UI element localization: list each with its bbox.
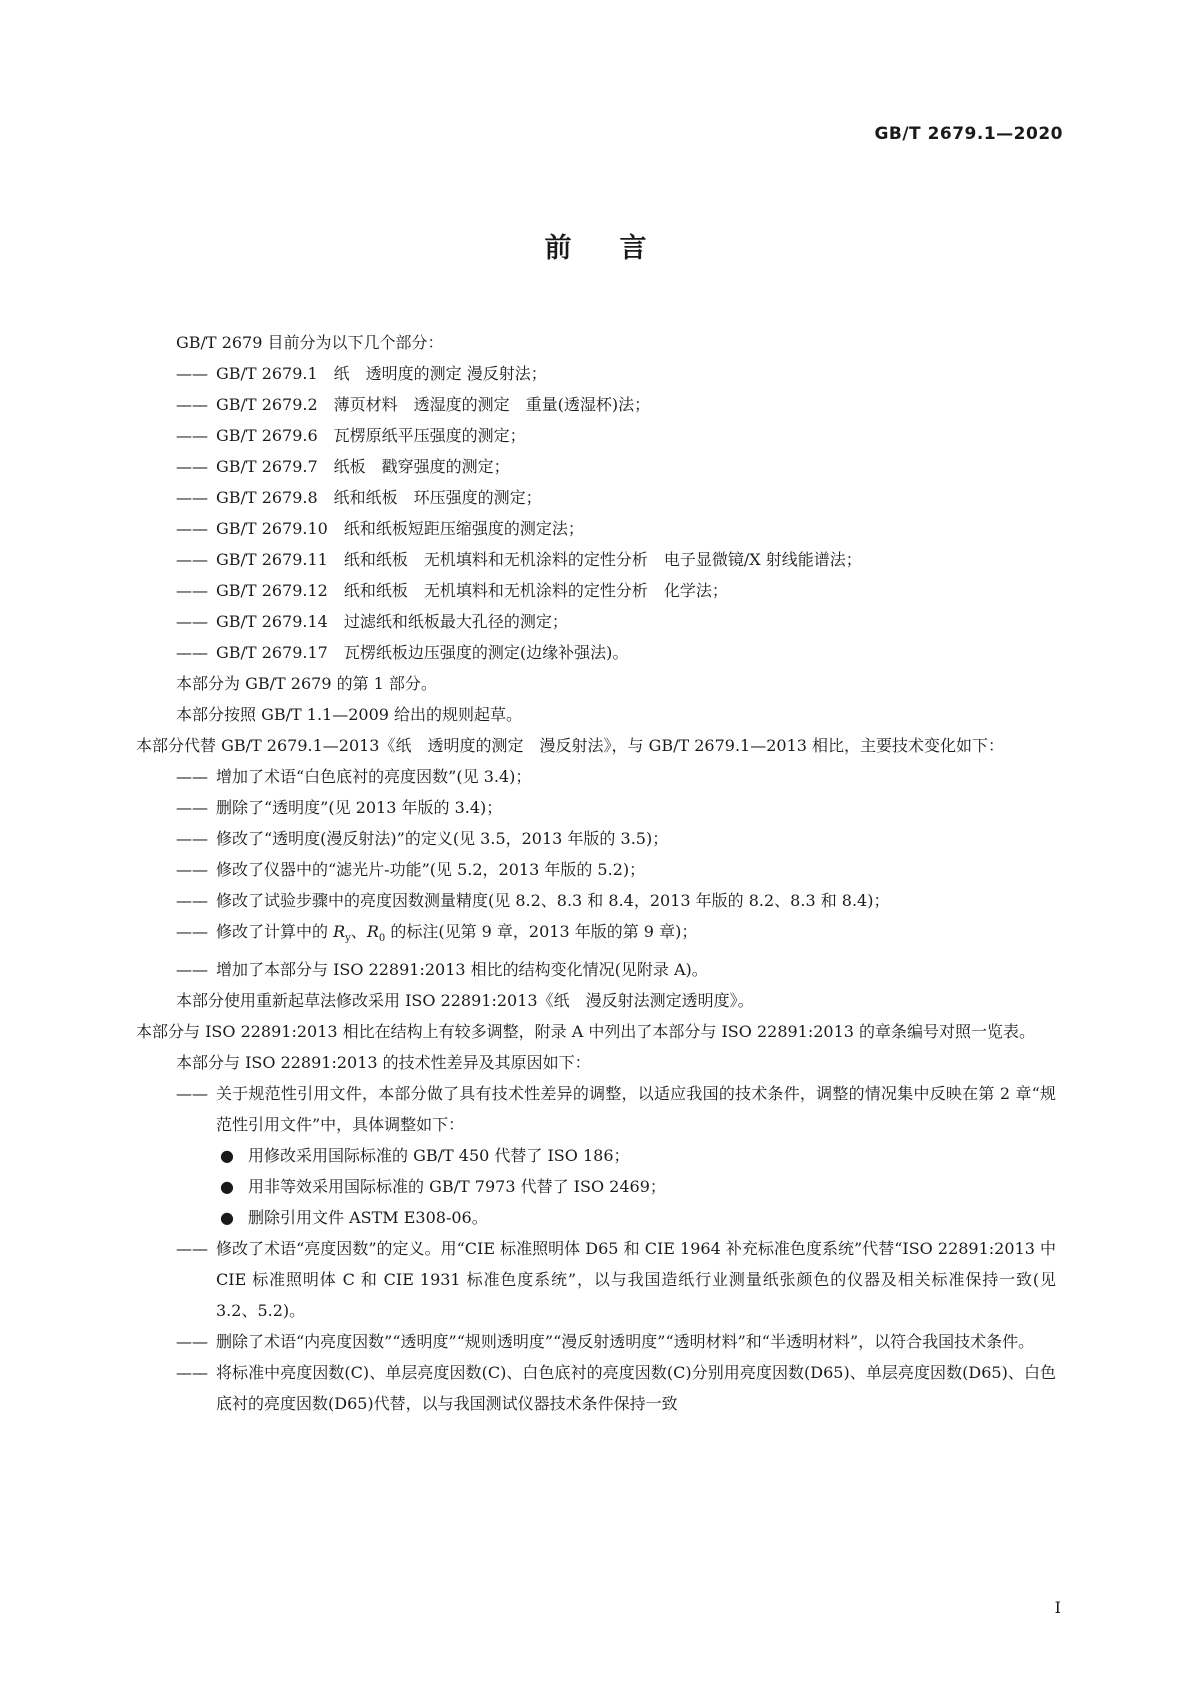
dash-marker: —— [176, 488, 208, 507]
list-item-text: 增加了术语“白色底衬的亮度因数”(见 3.4)； [216, 767, 532, 786]
list-item [136, 637, 1056, 668]
list-item [136, 482, 1056, 513]
replace-paragraph: 本部分代替 GB/T 2679.1—2013《纸 透明度的测定 漫反射法》，与 GB/T 2679.1—2013 相比，主要技术变化如下： [136, 736, 1005, 755]
standard-code: GB/T 2679.1—2020 [874, 124, 1063, 144]
list-item [136, 1078, 1056, 1140]
dash-marker: —— [176, 550, 208, 569]
list-item-text: GB/T 2679.10 纸和纸板短距压缩强度的测定法； [216, 519, 584, 538]
text-run: 、 [350, 922, 367, 941]
list-item-text: 增加了本部分与 ISO 22891:2013 相比的结构变化情况(见附录 A)。 [216, 960, 708, 980]
list-item [136, 1357, 1056, 1419]
dash-marker: —— [176, 1239, 208, 1259]
dash-marker: —— [176, 1363, 208, 1383]
list-item [136, 358, 1056, 389]
list-item [136, 854, 1056, 885]
dash-marker: —— [176, 1084, 208, 1104]
changes-list [136, 761, 1056, 985]
list-item-text: GB/T 2679.11 纸和纸板 无机填料和无机涂料的定性分析 电子显微镜/X 射线能谱法； [216, 550, 862, 569]
list-item-text [216, 916, 1056, 954]
structure-paragraph: 本部分与 ISO 22891:2013 相比在结构上有较多调整，附录 A 中列出了本部分与 ISO 22891:2013 的章条编号对照一览表。 [136, 1022, 1036, 1042]
list-item-text: GB/T 2679.14 过滤纸和纸板最大孔径的测定； [216, 612, 568, 631]
diff-paragraph: 本部分与 ISO 22891:2013 的技术性差异及其原因如下： [176, 1053, 591, 1073]
bullet-item [136, 1171, 1056, 1202]
list-item-text: GB/T 2679.12 纸和纸板 无机填料和无机涂料的定性分析 化学法； [216, 581, 728, 600]
list-item-text: GB/T 2679.7 纸板 戳穿强度的测定； [216, 457, 510, 476]
dash-marker: —— [176, 581, 208, 600]
bullet-text: 删除引用文件 ASTM E308-06。 [248, 1208, 488, 1228]
list-item [136, 792, 1056, 823]
dash-marker: —— [176, 922, 208, 941]
list-item [136, 916, 1056, 954]
dash-marker: —— [176, 519, 208, 538]
dash-marker: —— [176, 798, 208, 817]
bullet-item [136, 1202, 1056, 1233]
list-item [136, 575, 1056, 606]
dash-marker: —— [176, 364, 208, 383]
list-item-text: GB/T 2679.1 纸 透明度的测定 漫反射法； [216, 364, 547, 383]
list-item-text: 修改了“透明度(漫反射法)”的定义(见 3.5，2013 年版的 3.5)； [216, 829, 669, 848]
bullet-icon: ● [220, 1146, 234, 1166]
list-item [136, 451, 1056, 482]
list-item-text: GB/T 2679.17 瓦楞纸板边压强度的测定(边缘补强法)。 [216, 643, 629, 662]
bullet-text: 用修改采用国际标准的 GB/T 450 代替了 ISO 186； [248, 1146, 630, 1166]
text-run: 修改了计算中的 [216, 922, 334, 941]
bullet-item [136, 1140, 1056, 1171]
list-item [136, 761, 1056, 792]
dash-marker: —— [176, 457, 208, 476]
dash-marker: —— [176, 643, 208, 662]
bullet-icon: ● [220, 1208, 234, 1228]
foreword-body [136, 327, 1056, 1419]
dash-marker: —— [176, 612, 208, 631]
list-item-text: 修改了术语“亮度因数”的定义。用“CIE 标准照明体 D65 和 CIE 1964 补充标准色度系统”代替“ISO 22891:2013 中 CIE 标准照明体 C 和 CIE 1931 标准色度系统”，以与我国造纸行业测量纸张颜色的仪器及相关标准保持一致(见 3.2、5.2)。 [216, 1239, 1056, 1321]
dash-marker: —— [176, 395, 208, 414]
list-item-text: 修改了仪器中的“滤光片-功能”(见 5.2，2013 年版的 5.2)； [216, 860, 646, 879]
parts-list [136, 358, 1056, 668]
symbol-r: R [366, 922, 379, 941]
diffs-list [136, 1078, 1056, 1419]
part-paragraph: 本部分为 GB/T 2679 的第 1 部分。 [176, 674, 437, 693]
list-item-text: 删除了“透明度”(见 2013 年版的 3.4)； [216, 798, 503, 817]
subscript: y [345, 933, 351, 945]
list-item-text: 将标准中亮度因数(C)、单层亮度因数(C)、白色底衬的亮度因数(C)分别用亮度因数(D65)、单层亮度因数(D65)、白色底衬的亮度因数(D65)代替，以与我国测试仪器技术条件保持一致 [216, 1363, 1056, 1414]
list-item-text: 关于规范性引用文件，本部分做了具有技术性差异的调整，以适应我国的技术条件，调整的情况集中反映在第 2 章“规范性引用文件”中，具体调整如下： [216, 1084, 1056, 1135]
list-item-text: GB/T 2679.8 纸和纸板 环压强度的测定； [216, 488, 542, 507]
list-item-text: 修改了试验步骤中的亮度因数测量精度(见 8.2、8.3 和 8.4，2013 年版的 8.2、8.3 和 8.4)； [216, 891, 890, 910]
list-item-text: 删除了术语“内亮度因数”“透明度”“规则透明度”“漫反射透明度”“透明材料”和“半透明材料”，以符合我国技术条件。 [216, 1332, 1035, 1352]
dash-marker: —— [176, 960, 208, 980]
dash-marker: —— [176, 426, 208, 445]
bullet-text: 用非等效采用国际标准的 GB/T 7973 代替了 ISO 2469； [248, 1177, 666, 1197]
list-item [136, 606, 1056, 637]
list-item [136, 389, 1056, 420]
list-item-text: GB/T 2679.6 瓦楞原纸平压强度的测定； [216, 426, 526, 445]
list-item [136, 823, 1056, 854]
list-item [136, 1233, 1056, 1326]
dash-marker: —— [176, 829, 208, 848]
list-item [136, 1326, 1056, 1357]
dash-marker: —— [176, 891, 208, 910]
rules-paragraph: 本部分按照 GB/T 1.1—2009 给出的规则起草。 [176, 705, 523, 724]
list-item [136, 885, 1056, 916]
bullet-icon: ● [220, 1177, 234, 1197]
page-number: I [1054, 1598, 1061, 1617]
list-item [136, 544, 1056, 575]
dash-marker: —— [176, 1332, 208, 1352]
page-title: 前言 [544, 233, 695, 264]
dash-marker: —— [176, 860, 208, 879]
adopt-paragraph: 本部分使用重新起草法修改采用 ISO 22891:2013《纸 漫反射法测定透明度》。 [176, 991, 754, 1011]
text-run: 的标注(见第 9 章，2013 年版的第 9 章)； [385, 922, 698, 941]
dash-marker: —— [176, 767, 208, 786]
list-item [136, 420, 1056, 451]
list-item-text: GB/T 2679.2 薄页材料 透湿度的测定 重量(透湿杯)法； [216, 395, 651, 414]
list-item [136, 954, 1056, 985]
intro-paragraph: GB/T 2679 目前分为以下几个部分： [176, 333, 444, 352]
subscript: 0 [378, 933, 386, 945]
list-item [136, 513, 1056, 544]
symbol-r: R [333, 922, 346, 941]
